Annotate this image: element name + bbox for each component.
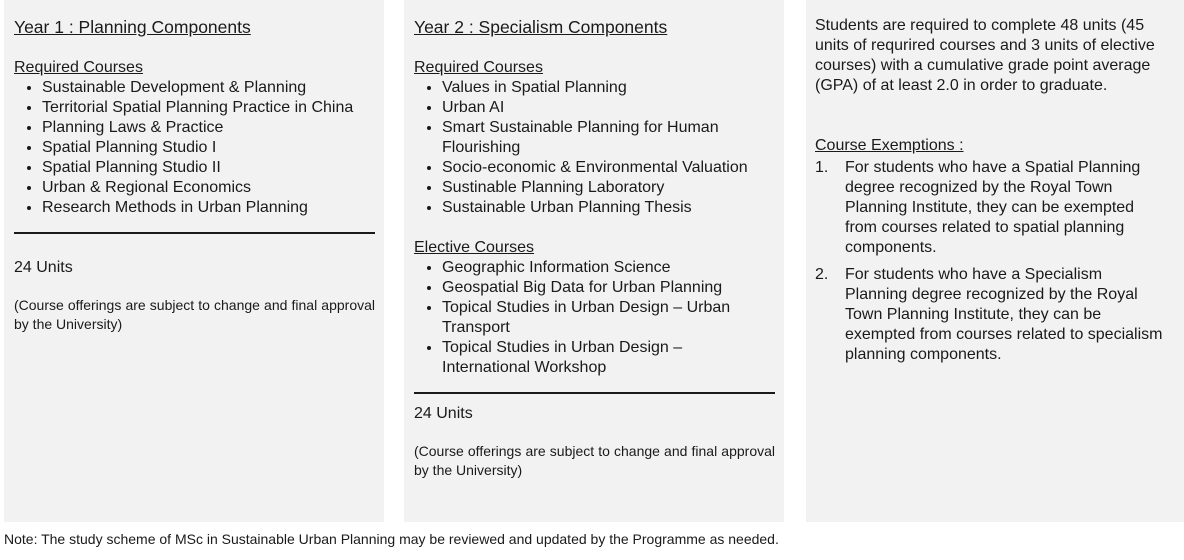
list-item: • Geospatial Big Data for Urban Planning bbox=[442, 278, 774, 298]
list-item: • Sustinable Planning Laboratory bbox=[442, 178, 774, 198]
list-item: • Planning Laws & Practice bbox=[42, 118, 374, 138]
graduation-requirement: Students are required to complete 48 units (45 units of requrired courses and 3 units of elective courses) with a cumulative grade point average (GPA) of at least 2.0 in order to graduate. bbox=[815, 17, 1155, 94]
year2-required-heading: Required Courses bbox=[414, 59, 543, 76]
exemptions-heading: Course Exemptions : bbox=[815, 137, 964, 154]
list-item: • Research Methods in Urban Planning bbox=[42, 198, 374, 218]
list-item bbox=[815, 158, 1178, 258]
exemptions-list bbox=[815, 158, 1178, 365]
year1-title: Year 1 : Planning Components bbox=[14, 17, 251, 37]
exemption-number: 1. bbox=[815, 159, 829, 176]
list-item: • Topical Studies in Urban Design – Urban Transport bbox=[442, 298, 774, 338]
list-item: • Spatial Planning Studio I bbox=[42, 138, 374, 158]
list-item: • Socio-economic & Environmental Valuation bbox=[442, 158, 774, 178]
exemption-text: For students who have a Spatial Planning degree recognized by the Royal Town Planning Institute, they can be exempted from courses related to spatial planning components. bbox=[845, 159, 1141, 256]
year2-elective-list bbox=[414, 258, 774, 378]
exemption-text: For students who have a Specialism Planning degree recognized by the Royal Town Planning Institute, they can be exempted from courses related to specialism planning components. bbox=[845, 266, 1163, 363]
year2-offering-note: (Course offerings are subject to change and final approval by the University) bbox=[414, 443, 775, 478]
year1-units: 24 Units bbox=[14, 259, 73, 276]
list-item: • Sustainable Urban Planning Thesis bbox=[442, 198, 774, 218]
footer-note: Note: The study scheme of MSc in Sustainable Urban Planning may be reviewed and updated by the Programme as needed. bbox=[4, 531, 779, 547]
year2-required-list bbox=[414, 78, 774, 218]
list-item: • Values in Spatial Planning bbox=[442, 78, 774, 98]
year2-title: Year 2 : Specialism Components bbox=[414, 17, 668, 37]
list-item: • Sustainable Development & Planning bbox=[42, 78, 374, 98]
list-item: • Geographic Information Science bbox=[442, 258, 774, 278]
list-item: • Urban & Regional Economics bbox=[42, 178, 374, 198]
year2-elective-heading: Elective Courses bbox=[414, 239, 535, 256]
requirements-panel bbox=[806, 0, 1184, 522]
list-item: • Topical Studies in Urban Design – International Workshop bbox=[442, 338, 774, 378]
list-item bbox=[815, 265, 1178, 365]
year1-required-heading: Required Courses bbox=[14, 59, 143, 76]
year2-units: 24 Units bbox=[414, 405, 473, 422]
divider bbox=[14, 232, 375, 234]
list-item: • Territorial Spatial Planning Practice in China bbox=[42, 98, 374, 118]
exemption-number: 2. bbox=[815, 266, 829, 283]
year1-offering-note: (Course offerings are subject to change and final approval by the University) bbox=[14, 297, 375, 332]
list-item: • Spatial Planning Studio II bbox=[42, 158, 374, 178]
year2-panel bbox=[404, 0, 784, 522]
divider bbox=[414, 392, 775, 394]
list-item: • Smart Sustainable Planning for Human Flourishing bbox=[442, 118, 774, 158]
year1-required-list bbox=[14, 78, 374, 218]
list-item: • Urban AI bbox=[442, 98, 774, 118]
year1-panel bbox=[4, 0, 384, 522]
